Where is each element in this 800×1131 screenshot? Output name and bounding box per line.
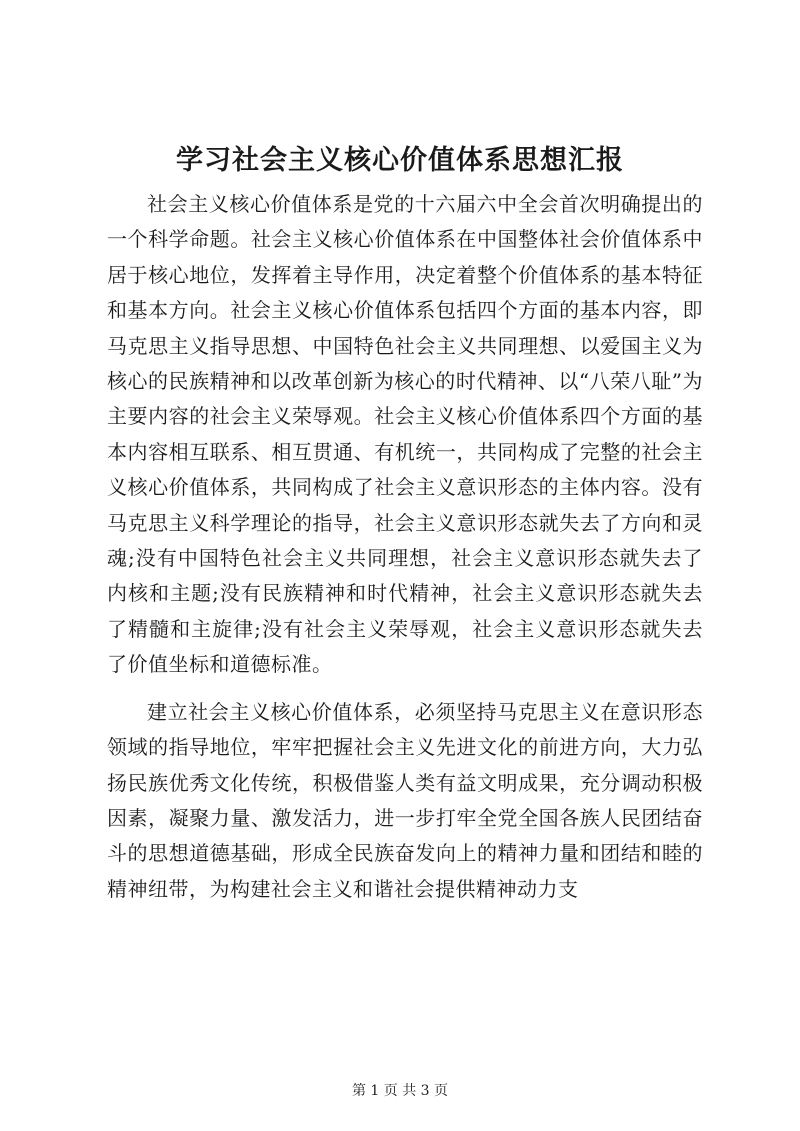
paragraph-2: 建立社会主义核心价值体系，必须坚持马克思主义在意识形态领域的指导地位，牢牢把握社会主义先进文化的前进方向，大力弘扬民族优秀文化传统，积极借鉴人类有益文明成果，充分调动积极因素，凝聚力量、激发活力，进一步打牢全党全国各族人民团结奋斗的思想道德基础，形成全民族奋发向上的精神力量和团结和睦的精神纽带，为构建社会主义和谐社会提供精神动力支 — [107, 699, 703, 901]
document-body — [107, 187, 703, 907]
paragraph-1: 社会主义核心价值体系是党的十六届六中全会首次明确提出的一个科学命题。社会主义核心价值体系在中国整体社会价值体系中居于核心地位，发挥着主导作用，决定着整个价值体系的基本特征和基本方向。社会主义核心价值体系包括四个方面的基本内容，即马克思主义指导思想、中国特色社会主义共同理想、以爱国主义为核心的民族精神和以改革创新为核心的时代精神、以“八荣八耻”为主要内容的社会主义荣辱观。社会主义核心价值体系四个方面的基本内容相互联系、相互贯通、有机统一，共同构成了完整的社会主义核心价值体系，共同构成了社会主义意识形态的主体内容。没有马克思主义科学理论的指导，社会主义意识形态就失去了方向和灵魂;没有中国特色社会主义共同理想，社会主义意识形态就失去了内核和主题;没有民族精神和时代精神，社会主义意识形态就失去了精髓和主旋律;没有社会主义荣辱观，社会主义意识形态就失去了价值坐标和道德标准。 — [107, 192, 703, 677]
page-number-footer: 第 1 页 共 3 页 — [351, 1083, 449, 1099]
document-title: 学习社会主义核心价值体系思想汇报 — [176, 145, 624, 176]
